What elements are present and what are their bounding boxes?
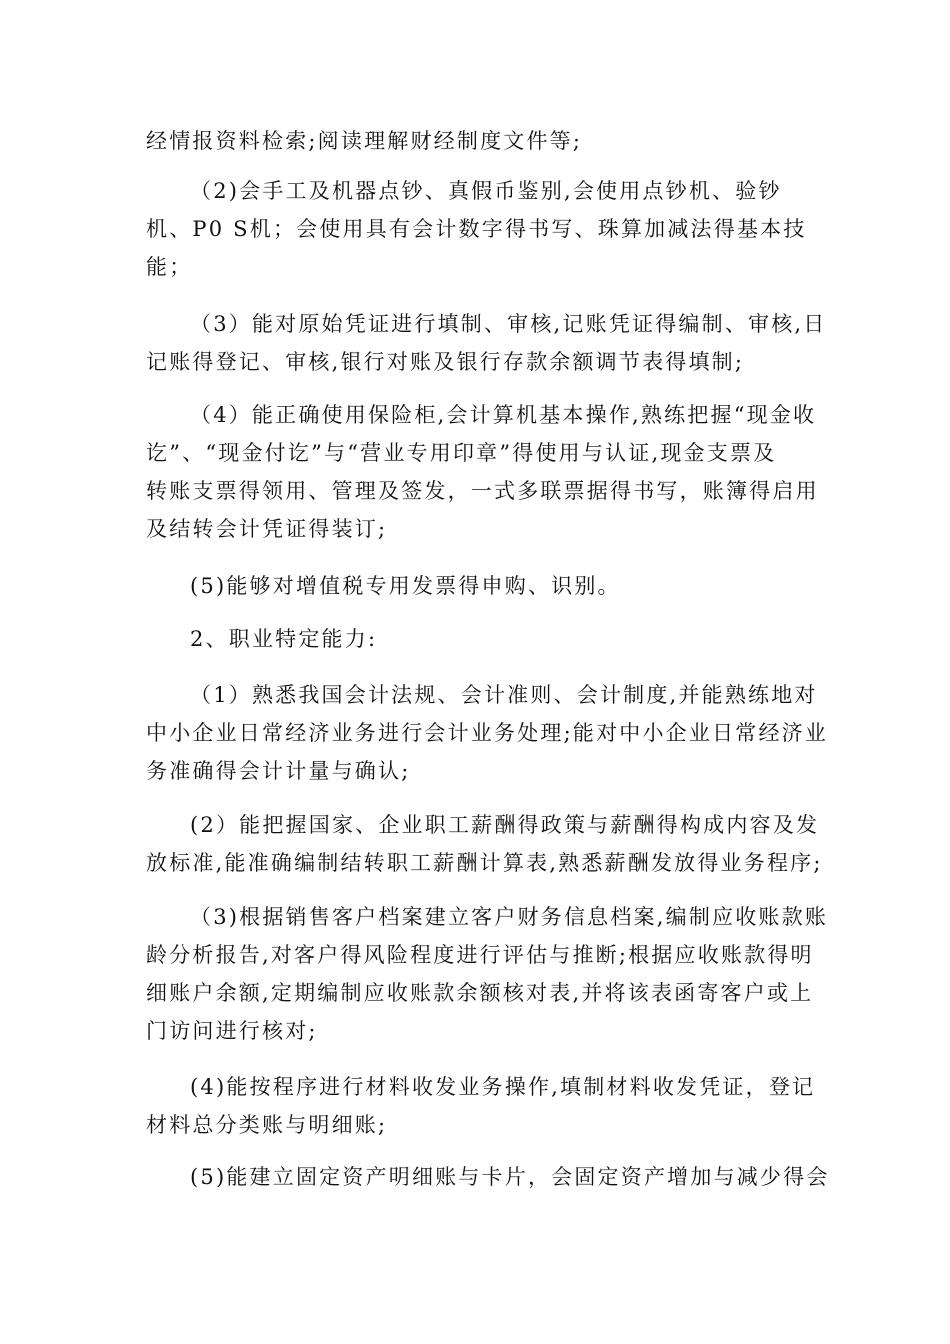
paragraph-item-5-vat-invoice — [146, 567, 812, 605]
paragraph-specific-3-receivables — [146, 898, 829, 1050]
text-line: (5)能够对增值税专用发票得申购、识别。 — [190, 574, 621, 598]
text-line: 中小企业日常经济业务进行会计业务处理;能对中小企业日常经济业 — [146, 721, 829, 745]
text-line: 记账得登记、审核,银行对账及银行存款余额调节表得填制; — [146, 350, 745, 374]
text-line: 经情报资料检索;阅读理解财经制度文件等; — [146, 129, 583, 153]
paragraph-specific-5-fixed-assets — [146, 1158, 830, 1196]
text-line: (4)能按程序进行材料收发业务操作,填制材料收发凭证，登记 — [190, 1075, 816, 1099]
text-line: 材料总分类账与明细账; — [146, 1113, 388, 1137]
text-line: 能； — [146, 255, 193, 279]
text-line: 放标准,能准确编制结转职工薪酬计算表,熟悉薪酬发放得业务程序; — [146, 851, 823, 875]
text-line: 及结转会计凭证得装订; — [146, 517, 388, 541]
text-line: 2、职业特定能力: — [190, 627, 378, 651]
text-line: 细账户余额,定期编制应收账款余额核对表,并将该表函寄客户或上 — [146, 981, 814, 1005]
text-line: (5)能建立固定资产明细账与卡片，会固定资产增加与减少得会 — [190, 1165, 830, 1189]
paragraph-continuation — [146, 122, 812, 160]
text-line: （3）能对原始凭证进行填制、审核,记账凭证得编制、审核,日 — [190, 312, 827, 336]
text-line: （1）熟悉我国会计法规、会计准则、会计制度,并能熟练地对 — [190, 683, 818, 707]
paragraph-specific-4-materials — [146, 1068, 816, 1144]
text-line: （2)会手工及机器点钞、真假币鉴别,会使用点钞机、验钞 — [190, 179, 782, 203]
paragraph-item-4-safe-operations — [146, 396, 819, 548]
text-line: 务准确得会计计量与确认; — [146, 759, 411, 783]
text-line: （4）能正确使用保险柜,会计算机基本操作,熟练把握“现金收 — [190, 403, 817, 427]
section-heading-specific-abilities — [146, 620, 812, 658]
paragraph-specific-2-salary — [146, 806, 823, 882]
text-line: （3)根据销售客户档案建立客户财务信息档案,编制应收账款账 — [190, 905, 829, 929]
text-line: 转账支票得领用、管理及签发，一式多联票据得书写，账簿得启用 — [146, 479, 819, 503]
text-line: (2）能把握国家、企业职工薪酬得政策与薪酬得构成内容及发 — [190, 813, 820, 837]
text-line: 门访问进行核对; — [146, 1019, 318, 1043]
text-line: 机、P0 S机；会使用具有会计数字得书写、珠算加减法得基本技 — [146, 217, 807, 241]
paragraph-specific-1-regulations — [146, 676, 829, 790]
text-line: 龄分析报告,对客户得风险程度进行评估与推断;根据应收账款得明 — [146, 943, 814, 967]
text-line: 讫”、“现金付讫”与“营业专用印章”得使用与认证,现金支票及 — [146, 441, 777, 465]
paragraph-item-2-cash-skills — [146, 172, 812, 286]
paragraph-item-3-vouchers — [146, 305, 827, 381]
